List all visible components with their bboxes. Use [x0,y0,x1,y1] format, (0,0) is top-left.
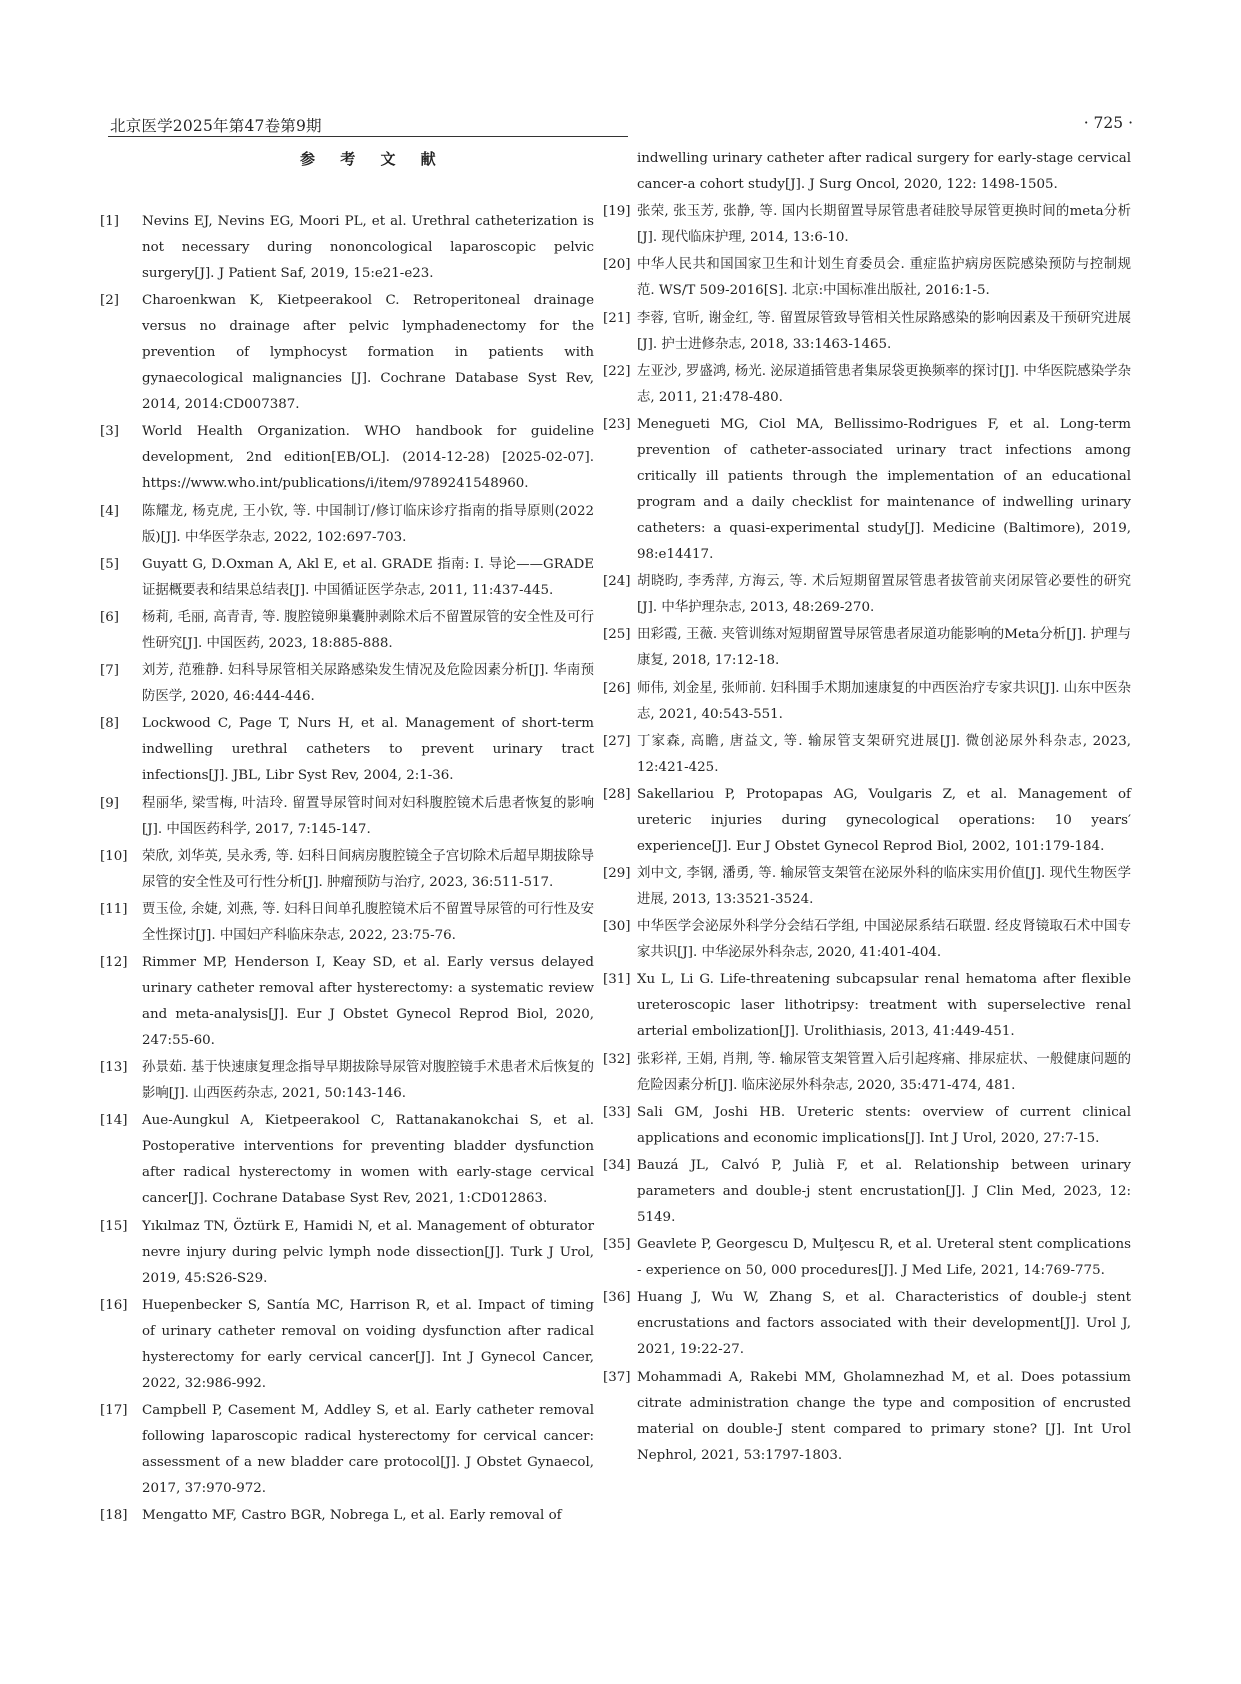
reference-item [603,569,1131,621]
reference-item [100,658,594,710]
reference-number: [5] [100,556,119,572]
reference-number: [24] [603,574,631,590]
reference-number: [25] [603,627,631,643]
reference-number: [1] [100,214,119,229]
reference-item [603,199,1131,251]
reference-number: [31] [603,972,631,988]
header-rule [108,136,628,137]
reference-item [100,1055,594,1107]
reference-text: 张彩祥, 王娟, 肖荆, 等. 输尿管支架管置入后引起疼痛、排尿症状、一般健康问题的危险因素分析[J]. 临床泌尿外科杂志, 2020, 35:471-474, 481. [637,1051,1131,1093]
reference-text: 左亚沙, 罗盛鸿, 杨光. 泌尿道插管患者集尿袋更换频率的探讨[J]. 中华医院感染学杂志, 2011, 21:478-480. [637,363,1131,405]
reference-number: [35] [603,1237,631,1253]
reference-number: [17] [100,1403,128,1418]
reference-number: [26] [603,680,631,696]
reference-number: [32] [603,1051,631,1067]
reference-item [603,914,1131,966]
reference-number: [29] [603,866,631,882]
reference-text: 程丽华, 梁雪梅, 叶洁玲. 留置导尿管时间对妇科腹腔镜术后患者恢复的影响[J]. 中国医药科学, 2017, 7:145-147. [142,795,594,837]
reference-item [603,861,1131,913]
references-left-column [100,209,594,1530]
reference-item [603,782,1131,860]
reference-item [603,306,1131,358]
reference-text: Xu L, Li G. Life-threatening subcapsular renal hematoma after flexible ureteroscopic laser lithotripsy: treatment with superselective renal arterial embolization[J]. Urolithiasis, 2013, 41:449-451. [637,972,1131,1040]
reference-number: [37] [603,1369,631,1385]
reference-item [603,412,1131,568]
reference-text: Geavlete P, Georgescu D, Mulţescu R, et al. Ureteral stent complications - experience on 50, 000 procedures[J]. J Med Life, 2021, 14:769-775. [637,1237,1131,1279]
reference-number: [22] [603,363,631,379]
reference-text: 李蓉, 官昕, 谢金红, 等. 留置尿管致导管相关性尿路感染的影响因素及干预研究进展[J]. 护士进修杂志, 2018, 33:1463-1465. [637,310,1131,352]
reference-text: Yıkılmaz TN, Öztürk E, Hamidi N, et al. Management of obturator nevre injury during pelvic lymph node dissection[J]. Turk J Urol, 2019, 45:S26-S29. [142,1218,594,1286]
reference-item [603,729,1131,781]
reference-text: 师伟, 刘金星, 张师前. 妇科围手术期加速康复的中西医治疗专家共识[J]. 山东中医杂志, 2021, 40:543-551. [637,680,1131,722]
reference-item [100,1398,594,1502]
reference-item [603,1232,1131,1284]
reference-text: 田彩霞, 王薇. 夹管训练对短期留置导尿管患者尿道功能影响的Meta分析[J]. 护理与康复, 2018, 17:12-18. [637,627,1131,669]
reference-item [100,844,594,896]
reference-item [100,419,594,497]
reference-item [100,897,594,949]
reference-text: Sakellariou P, Protopapas AG, Voulgaris Z, et al. Management of ureteric injuries during gynecological operations: 10 years′ experience[J]. Eur J Obstet Gynecol Reprod Biol, 2002, 101:179-184. [637,786,1131,854]
reference-text: Mengatto MF, Castro BGR, Nobrega L, et al. Early removal of [142,1508,562,1524]
reference-item [100,711,594,789]
reference-item [100,552,594,604]
references-right-column [603,146,1131,1470]
reference-item [603,1365,1131,1469]
reference-text: 丁家森, 高瞻, 唐益文, 等. 输尿管支架研究进展[J]. 微创泌尿外科杂志, 2023, 12:421-425. [637,733,1131,775]
reference-number: [7] [100,663,119,679]
reference-number: [12] [100,955,128,971]
reference-number: [20] [603,257,631,273]
reference-number: [19] [603,204,631,220]
reference-text: Huepenbecker S, Santía MC, Harrison R, et al. Impact of timing of urinary catheter removal on voiding dysfunction after radical hysterectomy for early cervical cancer[J]. Int J Gynecol Cancer, 2022, 32:986-992. [142,1297,594,1391]
reference-number: [34] [603,1158,631,1173]
reference-text: 贾玉俭, 余婕, 刘燕, 等. 妇科日间单孔腹腔镜术后不留置导尿管的可行性及安全性探讨[J]. 中国妇产科临床杂志, 2022, 23:75-76. [142,901,594,943]
reference-number: [8] [100,716,119,732]
section-title: 参 考 文 献 [300,150,446,168]
reference-item [100,499,594,551]
reference-text: Nevins EJ, Nevins EG, Moori PL, et al. Urethral catheterization is not necessary during nononcological laparoscopic pelvic surgery[J]. J Patient Saf, 2019, 15:e21-e23. [142,214,594,281]
reference-item [100,1108,594,1212]
reference-text: 胡晓昀, 李秀萍, 方海云, 等. 术后短期留置尿管患者拔管前夹闭尿管必要性的研究[J]. 中华护理杂志, 2013, 48:269-270. [637,574,1131,616]
reference-item [100,209,594,287]
reference-text: Menegueti MG, Ciol MA, Bellissimo-Rodrigues F, et al. Long-term prevention of catheter-associated urinary tract infections among critically ill patients through the implementation of an educational program and a daily checklist for maintenance of indwelling urinary catheters: a quasi-experimental study[J]. Medicine (Baltimore), 2019, 98:e14417. [637,416,1131,562]
reference-number: [33] [603,1104,631,1120]
reference-number: [16] [100,1297,128,1313]
reference-number: [3] [100,424,119,440]
reference-number: [23] [603,416,631,432]
reference-number: [18] [100,1508,128,1524]
reference-text: 张荣, 张玉芳, 张静, 等. 国内长期留置导尿管患者硅胶导尿管更换时间的meta分析[J]. 现代临床护理, 2014, 13:6-10. [637,204,1131,246]
reference-item [100,288,594,418]
reference-text: Sali GM, Joshi HB. Ureteric stents: overview of current clinical applications and economic implications[J]. Int J Urol, 2020, 27:7-15. [637,1104,1131,1146]
reference-item [100,605,594,657]
reference-number: [21] [603,310,631,326]
reference-number: [2] [100,293,119,309]
reference-text: 孙景茹. 基于快速康复理念指导早期拔除导尿管对腹腔镜手术患者术后恢复的影响[J]. 山西医药杂志, 2021, 50:143-146. [142,1060,594,1102]
reference-continuation: indwelling urinary catheter after radical surgery for early-stage cervical cancer-a cohort study[J]. J Surg Oncol, 2020, 122: 1498-1505. [637,151,1131,192]
reference-text: 杨莉, 毛丽, 高青青, 等. 腹腔镜卵巢囊肿剥除术后不留置尿管的安全性及可行性研究[J]. 中国医药, 2023, 18:885-888. [142,609,594,651]
reference-text: 中华人民共和国国家卫生和计划生育委员会. 重症监护病房医院感染预防与控制规范. WS/T 509-2016[S]. 北京:中国标准出版社, 2016:1-5. [637,257,1131,299]
reference-item [100,1503,594,1529]
reference-text: 刘芳, 范雅静. 妇科导尿管相关尿路感染发生情况及危险因素分析[J]. 华南预防医学, 2020, 46:444-446. [142,663,594,705]
reference-text: Rimmer MP, Henderson I, Keay SD, et al. Early versus delayed urinary catheter removal after hysterectomy: a systematic review and meta-analysis[J]. Eur J Obstet Gynecol Reprod Biol, 2020, 247:55-60. [142,955,594,1049]
reference-item [603,1047,1131,1099]
reference-item [603,1100,1131,1152]
journal-header: 北京医学2025年第47卷第9期 [110,117,322,135]
reference-text: 刘中文, 李钢, 潘勇, 等. 输尿管支架管在泌尿外科的临床实用价值[J]. 现代生物医学进展, 2013, 13:3521-3524. [637,866,1131,908]
reference-text: Guyatt G, D.Oxman A, Akl E, et al. GRADE 指南: Ⅰ. 导论——GRADE证据概要表和结果总结表[J]. 中国循证医学杂志, 2011, 11:437-445. [142,556,594,598]
reference-item [603,359,1131,411]
reference-text: Huang J, Wu W, Zhang S, et al. Characteristics of double-j stent encrustations and factors associated with their development[J]. Urol J, 2021, 19:22-27. [637,1290,1131,1358]
page-number: · 725 · [1083,114,1133,132]
reference-item [603,1153,1131,1231]
reference-text: Campbell P, Casement M, Addley S, et al. Early catheter removal following laparoscopic radical hysterectomy for cervical cancer: assessment of a new bladder care protocol[J]. J Obstet Gynaecol, 2017, 37:970-972. [142,1403,594,1496]
reference-item [603,622,1131,674]
reference-text: 陈耀龙, 杨克虎, 王小钦, 等. 中国制订/修订临床诊疗指南的指导原则(2022版)[J]. 中华医学杂志, 2022, 102:697-703. [142,503,594,545]
reference-text: Mohammadi A, Rakebi MM, Gholamnezhad M, et al. Does potassium citrate administration change the type and composition of encrusted material on double-J stent compared to primary stone? [J]. Int Urol Nephrol, 2021, 53:1797-1803. [637,1369,1131,1463]
reference-item [100,1214,594,1292]
reference-item [603,1285,1131,1363]
reference-number: [27] [603,733,631,749]
reference-text: Bauzá JL, Calvó P, Julià F, et al. Relationship between urinary parameters and double-j stent encrustation[J]. J Clin Med, 2023, 12: 5149. [637,1158,1131,1225]
reference-item [100,791,594,843]
reference-text: Charoenkwan K, Kietpeerakool C. Retroperitoneal drainage versus no drainage after pelvic lymphadenectomy for the prevention of lymphocyst formation in patients with gynaecological malignancies [J]. Cochrane Database Syst Rev, 2014, 2014:CD007387. [142,293,594,413]
reference-number: [4] [100,503,119,519]
reference-text: Lockwood C, Page T, Nurs H, et al. Management of short-term indwelling urethral catheters to prevent urinary tract infections[J]. JBL, Libr Syst Rev, 2004, 2:1-36. [142,716,594,784]
reference-item [603,252,1131,304]
reference-number: [10] [100,848,128,864]
reference-text: 中华医学会泌尿外科学分会结石学组, 中国泌尿系结石联盟. 经皮肾镜取石术中国专家共识[J]. 中华泌尿外科杂志, 2020, 41:401-404. [637,919,1131,961]
reference-text: 荣欣, 刘华英, 吴永秀, 等. 妇科日间病房腹腔镜全子宫切除术后超早期拔除导尿管的安全性及可行性分析[J]. 肿瘤预防与治疗, 2023, 36:511-517. [142,848,594,890]
reference-number: [36] [603,1290,631,1306]
reference-number: [30] [603,919,631,935]
reference-number: [9] [100,795,119,811]
reference-number: [11] [100,901,128,917]
reference-item [603,967,1131,1045]
reference-text: World Health Organization. WHO handbook for guideline development, 2nd edition[EB/OL]. (2014-12-28) [2025-02-07]. https://www.who.int/publications/i/item/9789241548960. [142,424,594,492]
reference-number: [15] [100,1218,128,1234]
reference-item [603,676,1131,728]
reference-number: [13] [100,1060,128,1076]
reference-text: Aue-Aungkul A, Kietpeerakool C, Rattanakanokchai S, et al. Postoperative interventions for preventing bladder dysfunction after radical hysterectomy in women with early-stage cervical cancer[J]. Cochrane Database Syst Rev, 2021, 1:CD012863. [142,1113,594,1207]
reference-number: [6] [100,609,119,625]
reference-number: [28] [603,786,631,802]
reference-item [100,950,594,1054]
reference-item [100,1293,594,1397]
reference-number: [14] [100,1113,128,1129]
